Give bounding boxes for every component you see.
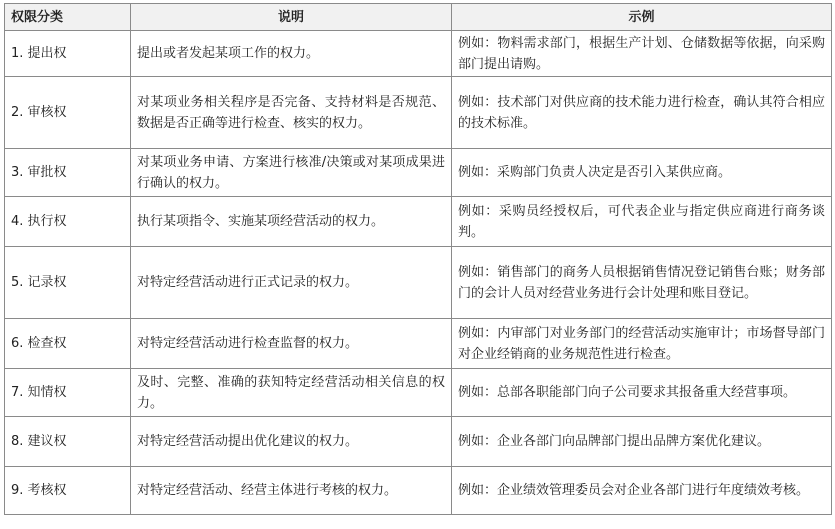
row-category: 3. 审批权 — [5, 149, 131, 197]
row-category: 5. 记录权 — [5, 247, 131, 319]
table-row — [5, 77, 832, 149]
row-example: 例如：企业绩效管理委员会对企业各部门进行年度绩效考核。 — [452, 467, 832, 515]
row-category: 6. 检查权 — [5, 319, 131, 369]
header-example: 示例 — [452, 4, 832, 31]
row-example: 例如：采购部门负责人决定是否引入某供应商。 — [452, 149, 832, 197]
row-category: 9. 考核权 — [5, 467, 131, 515]
row-category: 7. 知情权 — [5, 369, 131, 417]
row-example: 例如：销售部门的商务人员根据销售情况登记销售台账；财务部门的会计人员对经营业务进行会计处理和账目登记。 — [452, 247, 832, 319]
row-description: 对特定经营活动进行正式记录的权力。 — [131, 247, 452, 319]
permission-table — [4, 3, 832, 515]
row-category: 4. 执行权 — [5, 197, 131, 247]
row-description: 提出或者发起某项工作的权力。 — [131, 31, 452, 77]
row-example: 例如：总部各职能部门向子公司要求其报备重大经营事项。 — [452, 369, 832, 417]
row-category: 2. 审核权 — [5, 77, 131, 149]
table-row — [5, 197, 832, 247]
table-row — [5, 31, 832, 77]
row-example: 例如：物料需求部门，根据生产计划、仓储数据等依据，向采购部门提出请购。 — [452, 31, 832, 77]
row-description: 对特定经营活动提出优化建议的权力。 — [131, 417, 452, 467]
table-row — [5, 467, 832, 515]
row-category: 8. 建议权 — [5, 417, 131, 467]
row-example: 例如：技术部门对供应商的技术能力进行检查，确认其符合相应的技术标准。 — [452, 77, 832, 149]
table-row — [5, 369, 832, 417]
row-description: 对某项业务申请、方案进行核准/决策或对某项成果进行确认的权力。 — [131, 149, 452, 197]
row-description: 对特定经营活动进行检查监督的权力。 — [131, 319, 452, 369]
row-example: 例如：企业各部门向品牌部门提出品牌方案优化建议。 — [452, 417, 832, 467]
table-row — [5, 417, 832, 467]
row-description: 对特定经营活动、经营主体进行考核的权力。 — [131, 467, 452, 515]
row-category: 1. 提出权 — [5, 31, 131, 77]
row-description: 执行某项指令、实施某项经营活动的权力。 — [131, 197, 452, 247]
row-description: 及时、完整、准确的获知特定经营活动相关信息的权力。 — [131, 369, 452, 417]
header-row — [5, 4, 832, 31]
header-description: 说明 — [131, 4, 452, 31]
table-row — [5, 149, 832, 197]
header-category: 权限分类 — [5, 4, 131, 31]
table-row — [5, 319, 832, 369]
row-example: 例如：内审部门对业务部门的经营活动实施审计；市场督导部门对企业经销商的业务规范性进行检查。 — [452, 319, 832, 369]
row-example: 例如：采购员经授权后，可代表企业与指定供应商进行商务谈判。 — [452, 197, 832, 247]
row-description: 对某项业务相关程序是否完备、支持材料是否规范、数据是否正确等进行检查、核实的权力。 — [131, 77, 452, 149]
table-row — [5, 247, 832, 319]
